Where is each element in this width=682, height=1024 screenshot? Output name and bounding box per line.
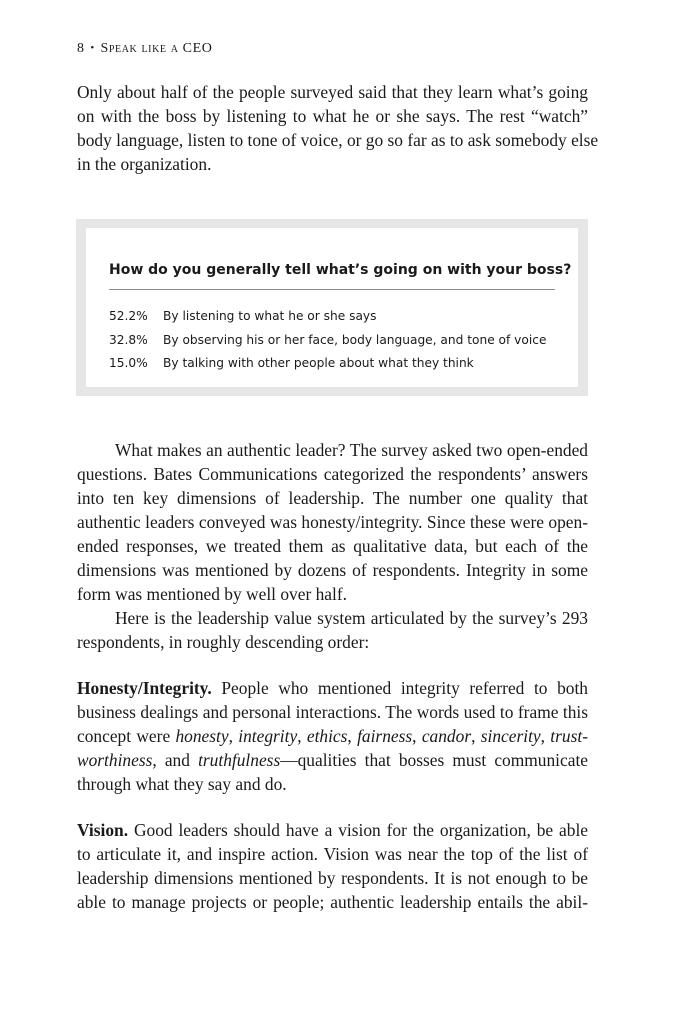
honesty-integrity-paragraph [77, 676, 588, 796]
text-line: leadership dimensions mentioned by respondents. It is not enough to be [77, 868, 588, 888]
survey-sidebar-panel [86, 228, 578, 387]
text-line: questions. Bates Communications categorized the respondents’ answers [77, 464, 588, 484]
keyword: ethics [306, 726, 348, 746]
keyword: truthfulness [198, 750, 281, 770]
keyword: worthiness [77, 750, 153, 770]
text-line: into ten key dimensions of leadership. The number one quality that [77, 488, 588, 508]
text-line: through what they say and do. [77, 774, 287, 794]
survey-question: How do you generally tell what’s going on with your boss? [109, 262, 572, 278]
survey-percent: 32.8% [109, 333, 148, 347]
value-system-paragraph [77, 606, 588, 654]
survey-result-row [109, 333, 546, 347]
text-line: in the organization. [77, 154, 212, 174]
survey-percent: 52.2% [109, 309, 148, 323]
survey-answer: By listening to what he or she says [163, 309, 377, 323]
authentic-leader-paragraph [77, 438, 588, 606]
text-line: concept were honesty, integrity, ethics, fairness, candor, sincerity, trust- [77, 726, 588, 746]
keyword: sincerity [480, 726, 541, 746]
survey-result-row [109, 356, 474, 370]
text-fragment: Good leaders should have a vision for the organization, be able [128, 820, 588, 840]
text-line: What makes an authentic leader? The survey asked two open-ended [115, 440, 588, 460]
text-fragment: concept were [77, 726, 176, 746]
text-line: Here is the leadership value system articulated by the survey’s 293 [115, 608, 588, 628]
text-line: body language, listen to tone of voice, or go so far as to ask somebody else [77, 130, 599, 150]
text-line: Only about half of the people surveyed said that they learn what’s going [77, 82, 588, 102]
text-line: respondents, in roughly descending order: [77, 632, 370, 652]
vision-paragraph [77, 818, 588, 914]
survey-result-row [109, 309, 376, 323]
text-fragment: , and [152, 750, 199, 770]
keyword: honesty [175, 726, 229, 746]
text-line: ended responses, we treated them as qualitative data, but each of the [77, 536, 588, 556]
survey-sidebar [76, 219, 588, 396]
text-line: to articulate it, and inspire action. Vision was near the top of the list of [77, 844, 588, 864]
text-line: business dealings and personal interactions. The words used to frame this [77, 702, 588, 722]
running-head-title: Speak like a CEO [100, 41, 213, 56]
text-line: form was mentioned by well over half. [77, 584, 347, 604]
running-head-bullet: • [90, 42, 95, 54]
text-line [77, 818, 588, 842]
text-line: able to manage projects or people; authentic leadership entails the abil- [77, 892, 588, 912]
honesty-integrity-heading: Honesty/Integrity. [77, 678, 212, 698]
page-number: 8 [77, 41, 85, 56]
survey-answer: By observing his or her face, body language, and tone of voice [163, 333, 547, 347]
vision-heading: Vision. [77, 820, 129, 840]
text-line [77, 748, 588, 772]
keyword: candor [421, 726, 472, 746]
text-line: authentic leaders conveyed was honesty/integrity. Since these were open- [77, 512, 588, 532]
keyword: trust- [550, 726, 588, 746]
divider [109, 289, 555, 290]
keyword: fairness [357, 726, 413, 746]
text-line: on with the boss by listening to what he or she says. The rest “watch” [77, 106, 588, 126]
text-fragment: People who mentioned integrity referred to both [211, 678, 588, 698]
text-line [77, 676, 588, 700]
keyword: integrity [238, 726, 298, 746]
running-head [77, 41, 212, 57]
intro-paragraph [77, 80, 599, 176]
text-fragment: —qualities that bosses must communicate [280, 750, 588, 770]
survey-answer: By talking with other people about what they think [163, 356, 474, 370]
survey-percent: 15.0% [109, 356, 148, 370]
text-line: dimensions was mentioned by dozens of respondents. Integrity in some [77, 560, 588, 580]
